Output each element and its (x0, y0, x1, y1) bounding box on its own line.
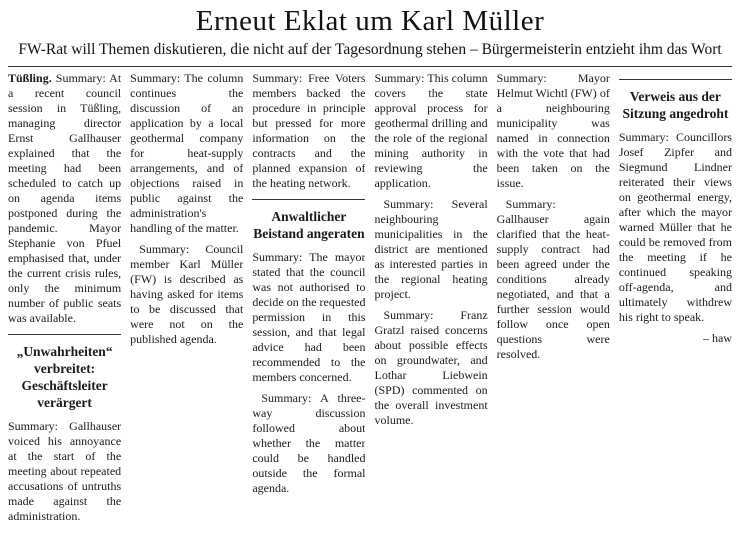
subheadline: FW-Rat will Themen diskutieren, die nicht auf der Tagesordnung stehen – Bürgermeisterin entzieht ihm das Wort (18, 41, 722, 58)
column-2 (130, 71, 243, 559)
article-columns (8, 66, 732, 559)
column-3 (252, 71, 365, 559)
paragraph (8, 71, 121, 326)
column-6 (619, 71, 732, 559)
section-heading: „Unwahrheiten“ verbreitet: Geschäftsleiter verärgert (8, 334, 121, 411)
paragraph: Summary: Councillors Josef Zipfer and Siegmund Lindner reiterated their views on geothermal energy, after which the mayor warned Müller that he could be removed from the meeting if he continued speaking off-agenda, and ultimately withdrew his right to speak. (618, 130, 732, 324)
paragraph: Summary: This column covers the state approval process for geothermal drilling and the role of the regional mining authority in reviewing the application. (374, 71, 488, 190)
paragraph: Summary: The column continues the discussion of an application by a local geothermal company for heat-supply arrangements, and of objections raised in public against the administration's handling of the matter. (130, 71, 244, 235)
paragraph: Summary: The mayor stated that the council was not authorised to decide on the requested permission in this session, and that legal advice had been recommended to the members concerned. (252, 250, 366, 384)
section-heading: Verweis aus der Sitzung angedroht (619, 79, 732, 122)
paragraph: Summary: Mayor Helmut Wichtl (FW) of a neighbouring municipality was named in connection with the vote that had been taken on the issue. (496, 71, 610, 190)
paragraph: Summary: Franz Gratzl raised concerns about possible effects on groundwater, and Lothar Liebwein (SPD) commented on the overall investment volume. (374, 308, 488, 427)
paragraph: Summary: Gallhauser voiced his annoyance at the start of the meeting about repeated accusations of untruths made against the administration. (8, 419, 122, 523)
dateline: Tüßling. (8, 71, 52, 85)
paragraph: Summary: Several neighbouring municipalities in the district are mentioned as interested parties in the regional heating project. (374, 197, 488, 301)
paragraph: Summary: Council member Karl Müller (FW) is described as having asked for items to be discussed that were not on the published agenda. (130, 242, 244, 346)
column-5 (497, 71, 610, 559)
column-4 (374, 71, 487, 559)
byline: – haw (702, 331, 732, 345)
paragraph: Summary: Free Voters members backed the procedure in principle but pressed for more information on the contracts and the planned expansion of the heating network. (252, 71, 366, 190)
headline: Erneut Eklat um Karl Müller (195, 5, 545, 37)
section-heading: Anwaltlicher Beistand angeraten (252, 199, 365, 242)
paragraph-text: Summary: At a recent council session in Tüßling, managing director Ernst Gallhauser explained that the meeting had been scheduled to catch up on agenda items postponed during the pandemic. Mayor Stephanie von Pfuel emphasised that, under the current crisis rules, only the minimum number of public seats was available. (8, 71, 122, 325)
paragraph: Summary: Gallhauser again clarified that the heat-supply contract had been agreed under the conditions already negotiated, and that a further session would follow once open questions were resolved. (496, 197, 610, 361)
paragraph: Summary: A three-way discussion followed about whether the matter could be handled outside the formal agenda. (252, 391, 366, 495)
column-1 (8, 71, 121, 559)
